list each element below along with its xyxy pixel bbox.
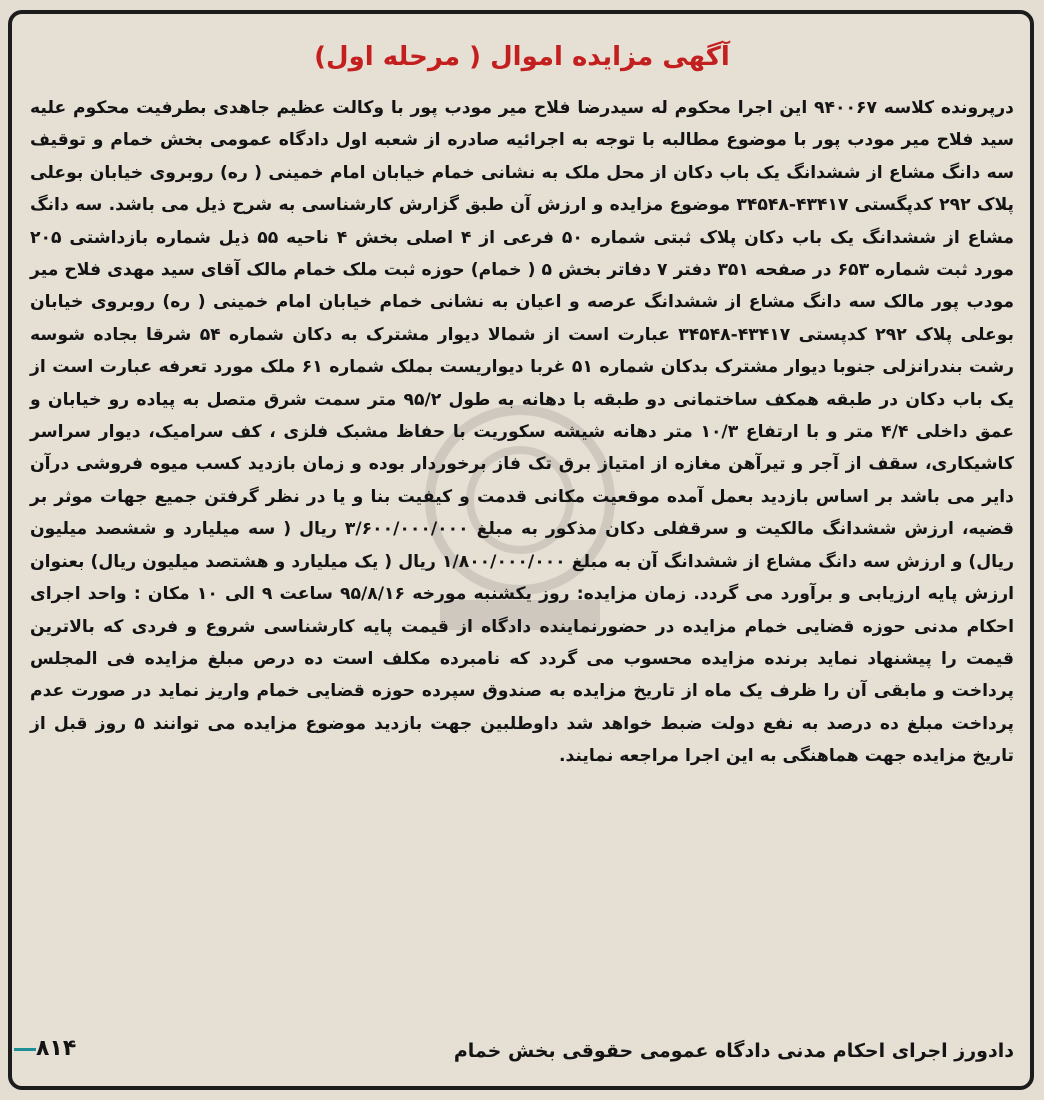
signature-line: دادورز اجرای احکام مدنی دادگاه عمومی حقوقی بخش خمام (453, 1040, 1014, 1062)
reference-number: ۸۱۴ (36, 1036, 77, 1061)
notice-footer (30, 1036, 1014, 1074)
notice-title: آگهی مزایده اموال ( مرحله اول) (314, 42, 730, 72)
notice-body: درپرونده کلاسه ۹۴۰۰۶۷ این اجرا محکوم له سیدرضا فلاح میر مودب پور با وکالت عظیم جاهدی بطرفیت محکوم علیه سید فلاح میر مودب پور با موضوع مطالبه با توجه به اجرائیه صادره از شعبه اول دادگاه عمومی بخش خمام و توقیف سه دانگ مشاع از ششدانگ یک باب دکان از محل ملک به نشانی خمام خیابان امام خمینی ( ره) روبروی خیابان بوعلی پلاک ۲۹۲ کدپگستی ۴۳۴۱۷-۳۴۵۴۸ موضوع مزایده و ارزش آن طبق گزارش کارشناسی به شرح ذیل می باشد. سه دانگ مشاع از ششدانگ یک باب دکان پلاک ثبتی شماره ۵۰ فرعی از ۴ اصلی بخش ۴ ناحیه ۵۵ ذیل شماره بازداشتی ۲۰۵ مورد ثبت شماره ۶۵۳ در صفحه ۳۵۱ دفتر ۷ دفاتر بخش ۵ ( خمام) حوزه ثبت ملک خمام مالک آقای سید مهدی فلاح میر مودب پور مالک سه دانگ مشاع از ششدانگ عرصه و اعیان به نشانی خمام خیابان امام خمینی ( ره) روبروی خیابان بوعلی پلاک ۲۹۲ کدپستی ۴۳۴۱۷-۳۴۵۴۸ عبارت است از شمالا دیوار مشترک به دکان شماره ۵۴ شرقا بجاده شوسه رشت بندرانزلی جنوبا دیوار مشترک بدکان شماره ۵۱ غربا دیواریست بملک شماره ۶۱ ملک مورد تعرفه عبارت است از یک باب دکان در طبقه همکف ساختمانی دو طبقه با دهانه به طول ۹۵/۲ متر سمت شرق متصل به پیاده رو خیابان و عمق داخلی ۴/۴ متر و با ارتفاع ۱۰/۳ متر دهانه شیشه سکوریت با حفاظ مشبک فلزی ، کف سرامیک، دیوار سراسر کاشیکاری، سقف از آجر و تیرآهن مغازه از امتیاز برق تک فاز برخوردار بوده و زمان بازدید کسب میوه فروشی درآن دایر می باشد بر اساس بازدید بعمل آمده موقعیت مکانی قدمت و کیفیت بنا و یا در نظر گرفتن جمیع جهات موثر بر قضیه، ارزش ششدانگ مالکیت و سرقفلی دکان مذکور به مبلغ ۳/۶۰۰/۰۰۰/۰۰۰ ریال ( سه میلیارد و ششصد میلیون ریال) و ارزش سه دانگ مشاع از ششدانگ آن به مبلغ ۱/۸۰۰/۰۰۰/۰۰۰ ریال ( یک میلیارد و هشتصد میلیون ریال) بعنوان ارزش پایه ارزیابی و برآورد می گردد. زمان مزایده: روز یکشنبه مورخه ۹۵/۸/۱۶ ساعت ۹ الی ۱۰ مکان : واحد اجرای احکام مدنی حوزه قضایی خمام مزایده در حضورنماینده دادگاه از قیمت پایه کارشناسی شروع و فردی که بالاترین قیمت را پیشنهاد نماید برنده مزایده محسوب می گردد که نامبرده مکلف است ده درص مبلغ مزایده فی المجلس پرداخت و مابقی آن را ظرف یک ماه از تاریخ مزایده به صندوق سپرده حوزه قضایی خمام واریز نماید در صورت عدم پرداخت مبلغ ده درصد به نفع دولت ضبط خواهد شد داوطلبین جهت بازدید موضوع مزایده می توانند ۵ روز قبل از تاریخ مزایده جهت هماهنگی به این اجرا مراجعه نمایند. (30, 98, 1015, 767)
reference-dash (14, 1048, 36, 1051)
